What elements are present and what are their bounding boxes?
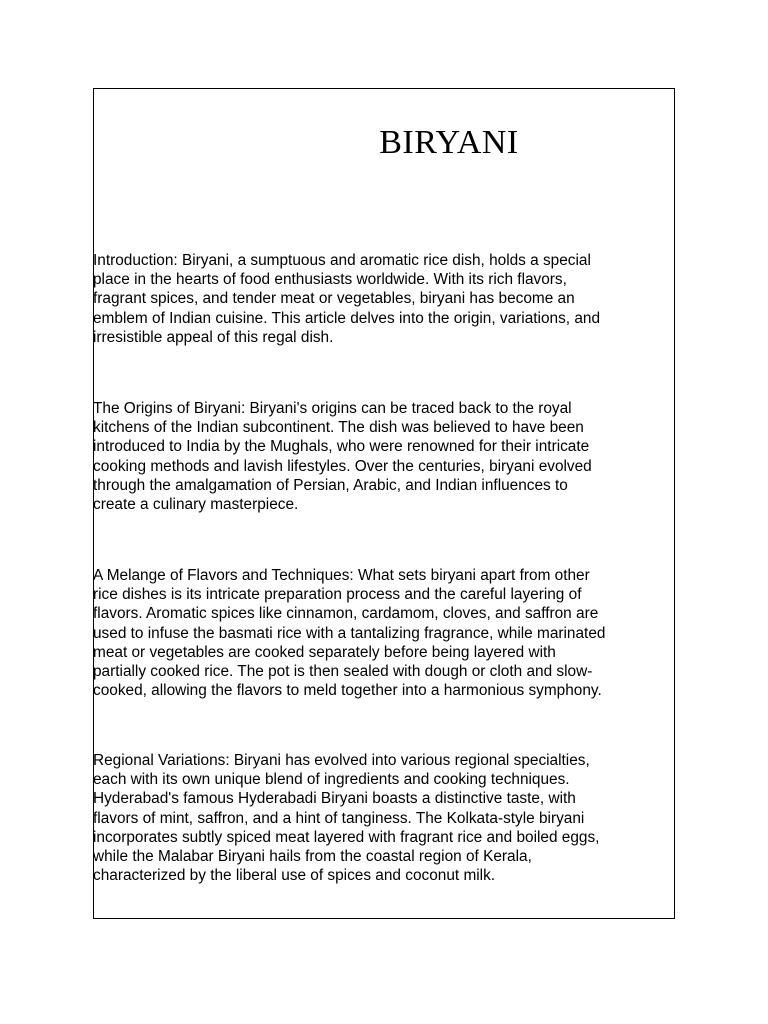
paragraph-introduction: Introduction: Biryani, a sumptuous and aromatic rice dish, holds a special place in the hearts of food enthusiasts worldwide. With its rich flavors, fragrant spices, and tender meat or vegetables, biryani has become an emblem of Indian cuisine. This article delves into the origin, variations, and irresistible appeal of this regal dish.	[93, 252, 601, 346]
paragraph-origins: The Origins of Biryani: Biryani's origins can be traced back to the royal kitchens of the Indian subcontinent. The dish was believed to have been introduced to India by the Mughals, who were renowned for their intricate cooking methods and lavish lifestyles. Over the centuries, biryani evolved through the amalgamation of Persian, Arabic, and Indian influences to create a culinary masterpiece.	[93, 400, 592, 514]
paragraph-flavors-techniques: A Melange of Flavors and Techniques: What sets biryani apart from other rice dishes is its intricate preparation process and the careful layering of flavors. Aromatic spices like cinnamon, cardamom, cloves, and saffron are used to infuse the basmati rice with a tantalizing fragrance, while marinated meat or vegetables are cooked separately before being layered with partially cooked rice. The pot is then sealed with dough or cloth and slow- cooked, allowing the flavors to meld together into a harmonious symphony.	[93, 567, 606, 700]
document-title: BIRYANI	[379, 124, 519, 161]
paragraph-regional-variations: Regional Variations: Biryani has evolved into various regional specialties, each with its own unique blend of ingredients and cooking techniques. Hyderabad's famous Hyderabadi Biryani boasts a distinctive taste, with flavors of mint, saffron, and a hint of tanginess. The Kolkata-style biryani incorporates subtly spiced meat layered with fragrant rice and boiled eggs, while the Malabar Biryani hails from the coastal region of Kerala, characterized by the liberal use of spices and coconut milk.	[93, 752, 600, 885]
